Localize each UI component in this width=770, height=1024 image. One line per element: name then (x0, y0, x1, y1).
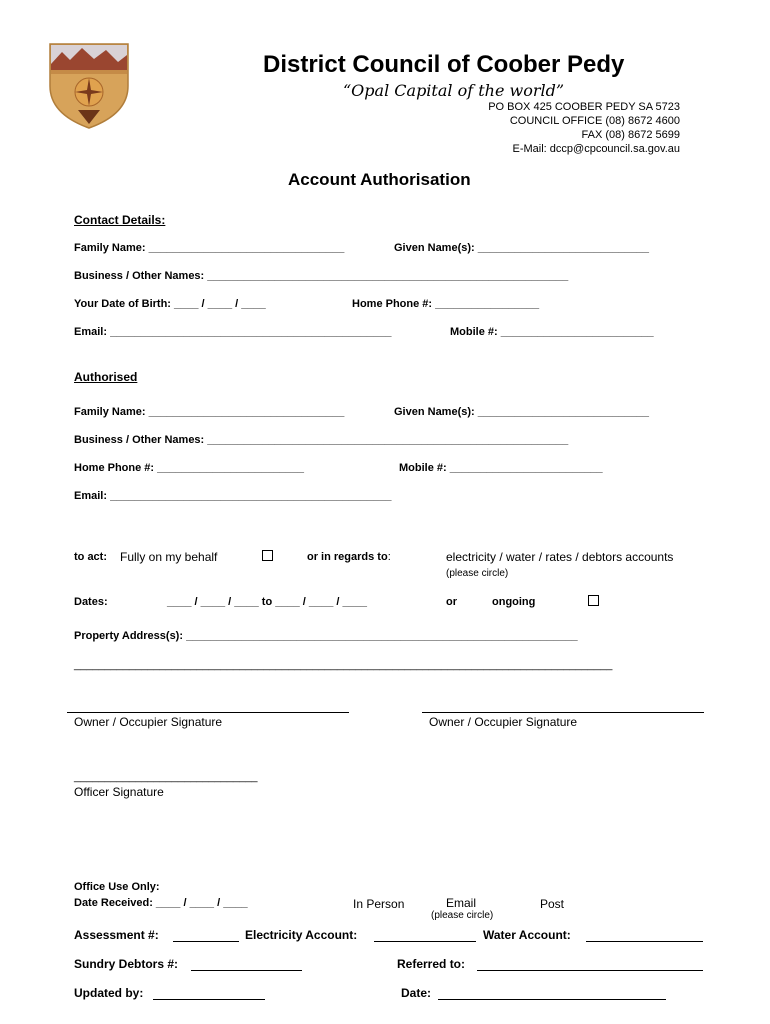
address-line-3: FAX (08) 8672 5699 (581, 129, 680, 141)
council-name: District Council of Coober Pedy (263, 51, 625, 78)
sundry-debtors-field[interactable] (191, 970, 302, 971)
council-crest-logo (48, 40, 130, 130)
ongoing-checkbox[interactable] (588, 595, 599, 606)
in-regards-to-text: or in regards to (307, 551, 388, 563)
office-use-heading: Office Use Only: (74, 881, 160, 893)
water-account-field[interactable] (586, 941, 703, 942)
contact-given-names-field[interactable]: Given Name(s): ____________________________ (394, 242, 650, 254)
in-regards-to-colon: : (387, 551, 391, 563)
owner-signature-line-left[interactable] (67, 712, 349, 713)
owner-signature-label-right: Owner / Occupier Signature (429, 715, 578, 729)
referred-to-label: Referred to: (397, 957, 466, 971)
authorised-home-phone-field[interactable]: Home Phone #: ________________________ (74, 462, 304, 474)
email-option[interactable]: Email (446, 896, 477, 910)
account-types-options[interactable]: electricity / water / rates / debtors accounts (446, 550, 674, 564)
form-title: Account Authorisation (288, 170, 471, 189)
assessment-label: Assessment #: (74, 928, 159, 942)
assessment-field[interactable] (173, 941, 239, 942)
in-regards-to-label (307, 551, 391, 563)
to-act-label: to act: (74, 551, 107, 563)
contact-home-phone-field[interactable]: Home Phone #: _________________ (352, 298, 540, 310)
owner-signature-line-right[interactable] (422, 712, 704, 713)
electricity-account-label: Electricity Account: (245, 928, 358, 942)
received-circle-note: (please circle) (431, 910, 494, 921)
updated-by-field[interactable] (153, 999, 265, 1000)
dates-or-label: or (446, 596, 457, 608)
authorised-business-names-field[interactable]: Business / Other Names: ___________________________________________________________ (74, 434, 569, 446)
authorised-given-names-field[interactable]: Given Name(s): ____________________________ (394, 406, 650, 418)
electricity-account-field[interactable] (374, 941, 476, 942)
owner-signature-label-left: Owner / Occupier Signature (74, 715, 223, 729)
account-types-circle-note: (please circle) (446, 568, 509, 579)
officer-signature-line[interactable]: ______________________________ (74, 771, 258, 783)
water-account-label: Water Account: (483, 928, 571, 942)
dates-range-field[interactable]: ____ / ____ / ____ to ____ / ____ / ____ (167, 596, 367, 608)
officer-signature-label: Officer Signature (74, 785, 164, 799)
fully-on-behalf-checkbox[interactable] (262, 550, 273, 561)
fully-on-behalf-label: Fully on my behalf (120, 550, 218, 564)
contact-dob-field[interactable]: Your Date of Birth: ____ / ____ / ____ (74, 298, 266, 310)
contact-family-name-field[interactable]: Family Name: ________________________________ (74, 242, 345, 254)
address-line-4: E-Mail: dccp@cpcouncil.sa.gov.au (512, 143, 680, 155)
address-line-2: COUNCIL OFFICE (08) 8672 4600 (509, 115, 680, 127)
contact-details-heading: Contact Details: (74, 213, 166, 227)
updated-by-label: Updated by: (74, 986, 144, 1000)
authorised-email-field[interactable]: Email: ______________________________________________ (74, 490, 392, 502)
address-line-1: PO BOX 425 COOBER PEDY SA 5723 (488, 101, 680, 113)
ongoing-label: ongoing (492, 596, 536, 608)
property-address-line-2[interactable]: ________________________________________________________________________________________ (74, 659, 613, 671)
date-label: Date: (401, 986, 432, 1000)
in-person-option[interactable]: In Person (353, 897, 405, 911)
sundry-debtors-label: Sundry Debtors #: (74, 957, 179, 971)
contact-mobile-field[interactable]: Mobile #: _________________________ (450, 326, 654, 338)
authorised-family-name-field[interactable]: Family Name: ________________________________ (74, 406, 345, 418)
date-field[interactable] (438, 999, 666, 1000)
date-received-field[interactable]: Date Received: ____ / ____ / ____ (74, 897, 248, 909)
council-motto: “Opal Capital of the world” (343, 81, 565, 100)
contact-business-names-field[interactable]: Business / Other Names: ___________________________________________________________ (74, 270, 569, 282)
referred-to-field[interactable] (477, 970, 703, 971)
authorised-heading: Authorised (74, 370, 138, 384)
contact-email-field[interactable]: Email: ______________________________________________ (74, 326, 392, 338)
authorised-mobile-field[interactable]: Mobile #: _________________________ (399, 462, 603, 474)
dates-label: Dates: (74, 596, 108, 608)
post-option[interactable]: Post (540, 897, 565, 911)
property-address-field[interactable]: Property Address(s): ________________________________________________________________ (74, 630, 578, 642)
